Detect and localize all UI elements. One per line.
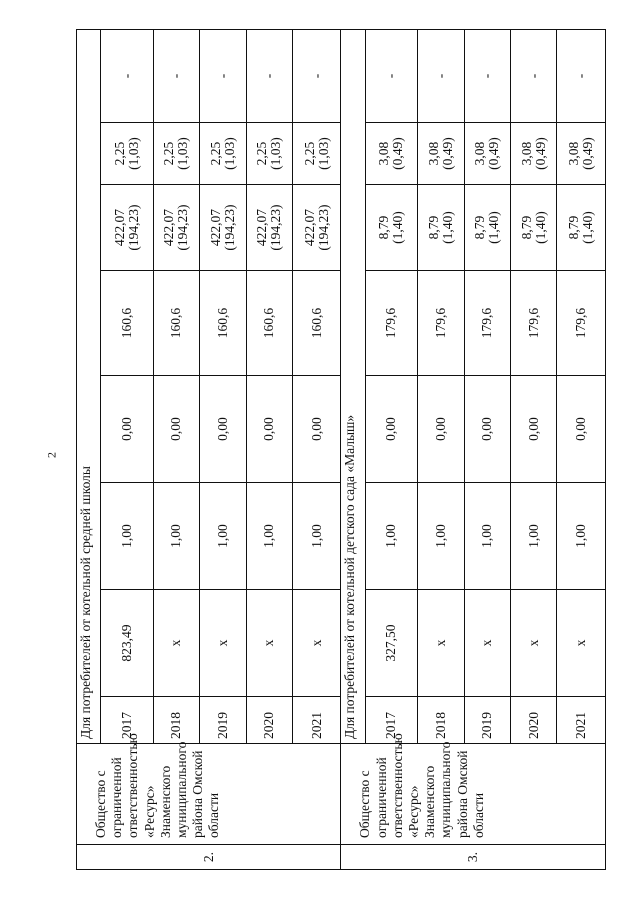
price-sub: (194,23) xyxy=(268,204,284,251)
price-cell xyxy=(557,185,606,271)
price-sub: (194,23) xyxy=(315,204,331,251)
price-main: 2,25 xyxy=(161,141,177,166)
price-cell xyxy=(200,123,246,185)
value-cell: х xyxy=(557,590,606,697)
value-cell: - xyxy=(511,30,557,123)
price-main: 2,25 xyxy=(301,141,317,166)
price-sub: (0,49) xyxy=(580,137,596,170)
value-cell: х xyxy=(246,590,292,697)
value-cell: 1,00 xyxy=(418,483,464,590)
value-cell: 0,00 xyxy=(153,376,199,483)
value-cell: 160,6 xyxy=(200,271,246,376)
section-number: 2. xyxy=(77,845,341,870)
value-cell: - xyxy=(101,30,153,123)
price-sub: (1,03) xyxy=(315,137,331,170)
value-cell: 160,6 xyxy=(153,271,199,376)
price-cell xyxy=(464,185,510,271)
price-sub: (0,49) xyxy=(532,137,548,170)
value-cell: - xyxy=(153,30,199,123)
value-cell: 160,6 xyxy=(246,271,292,376)
value-cell: х xyxy=(511,590,557,697)
year-cell: 2018 xyxy=(153,697,199,744)
price-cell xyxy=(246,185,292,271)
price-main: 422,07 xyxy=(111,208,127,247)
price-main: 2,25 xyxy=(207,141,223,166)
year-cell: 2020 xyxy=(246,697,292,744)
value-cell: 0,00 xyxy=(464,376,510,483)
price-cell xyxy=(557,123,606,185)
price-main: 3,08 xyxy=(425,141,441,166)
price-cell xyxy=(293,123,341,185)
year-cell: 2020 xyxy=(511,697,557,744)
value-cell: 327,50 xyxy=(365,590,417,697)
section-row xyxy=(341,30,365,870)
value-cell: 1,00 xyxy=(200,483,246,590)
price-cell xyxy=(511,123,557,185)
value-cell: 1,00 xyxy=(464,483,510,590)
section-row xyxy=(77,30,101,870)
price-cell xyxy=(418,185,464,271)
price-main: 3,08 xyxy=(566,141,582,166)
price-cell xyxy=(153,185,199,271)
value-cell: 0,00 xyxy=(557,376,606,483)
price-sub: (1,03) xyxy=(268,137,284,170)
price-sub: (1,40) xyxy=(580,211,596,244)
price-sub: (0,49) xyxy=(486,137,502,170)
price-sub: (0,49) xyxy=(439,137,455,170)
year-cell: 2019 xyxy=(200,697,246,744)
price-sub: (1,03) xyxy=(221,137,237,170)
price-sub: (1,40) xyxy=(532,211,548,244)
price-cell xyxy=(365,123,417,185)
price-sub: (1,03) xyxy=(125,137,141,170)
price-main: 422,07 xyxy=(254,208,270,247)
value-cell: 1,00 xyxy=(557,483,606,590)
tariff-table xyxy=(76,29,606,870)
price-main: 2,25 xyxy=(254,141,270,166)
year-cell: 2021 xyxy=(293,697,341,744)
price-sub: (0,49) xyxy=(390,137,406,170)
price-sub: (194,23) xyxy=(125,204,141,251)
price-cell xyxy=(101,123,153,185)
price-main: 422,07 xyxy=(207,208,223,247)
value-cell: - xyxy=(293,30,341,123)
value-cell: - xyxy=(557,30,606,123)
value-cell: 1,00 xyxy=(511,483,557,590)
price-main: 3,08 xyxy=(472,141,488,166)
value-cell: х xyxy=(464,590,510,697)
value-cell: 0,00 xyxy=(200,376,246,483)
price-main: 8,79 xyxy=(518,215,534,240)
price-main: 8,79 xyxy=(425,215,441,240)
value-cell: - xyxy=(246,30,292,123)
year-cell: 2017 xyxy=(365,697,417,744)
year-cell: 2021 xyxy=(557,697,606,744)
value-cell: 0,00 xyxy=(418,376,464,483)
value-cell: х xyxy=(200,590,246,697)
value-cell: 179,6 xyxy=(464,271,510,376)
value-cell: - xyxy=(200,30,246,123)
price-sub: (1,40) xyxy=(390,211,406,244)
value-cell: 1,00 xyxy=(101,483,153,590)
organization-name: Общество с ограниченной ответственностью «Ресурс» Знаменского муниципального района Омской области xyxy=(341,744,606,845)
price-main: 422,07 xyxy=(301,208,317,247)
organization-name: Общество с ограниченной ответственностью «Ресурс» Знаменского муниципального района Омской области xyxy=(77,744,341,845)
section-title: Для потребителей от котельной детского сада «Малыш» xyxy=(341,30,365,744)
price-main: 3,08 xyxy=(518,141,534,166)
price-cell xyxy=(365,185,417,271)
value-cell: 0,00 xyxy=(101,376,153,483)
value-cell: х xyxy=(153,590,199,697)
price-main: 422,07 xyxy=(161,208,177,247)
price-main: 2,25 xyxy=(111,141,127,166)
price-main: 8,79 xyxy=(376,215,392,240)
value-cell: - xyxy=(418,30,464,123)
value-cell: 160,6 xyxy=(293,271,341,376)
price-sub: (194,23) xyxy=(175,204,191,251)
price-cell xyxy=(153,123,199,185)
value-cell: 0,00 xyxy=(365,376,417,483)
rotated-table-container xyxy=(76,30,606,870)
value-cell: 179,6 xyxy=(418,271,464,376)
value-cell: х xyxy=(293,590,341,697)
value-cell: - xyxy=(464,30,510,123)
price-main: 8,79 xyxy=(472,215,488,240)
price-sub: (194,23) xyxy=(221,204,237,251)
section-title: Для потребителей от котельной средней школы xyxy=(77,30,101,744)
value-cell: х xyxy=(418,590,464,697)
price-sub: (1,03) xyxy=(175,137,191,170)
price-cell xyxy=(246,123,292,185)
value-cell: 160,6 xyxy=(101,271,153,376)
section-number: 3. xyxy=(341,845,606,870)
value-cell: 1,00 xyxy=(246,483,292,590)
year-cell: 2018 xyxy=(418,697,464,744)
value-cell: 1,00 xyxy=(293,483,341,590)
value-cell: 0,00 xyxy=(246,376,292,483)
year-cell: 2019 xyxy=(464,697,510,744)
value-cell: 1,00 xyxy=(153,483,199,590)
price-cell xyxy=(511,185,557,271)
price-cell xyxy=(200,185,246,271)
year-cell: 2017 xyxy=(101,697,153,744)
price-main: 8,79 xyxy=(566,215,582,240)
price-cell xyxy=(101,185,153,271)
value-cell: 179,6 xyxy=(511,271,557,376)
value-cell: 1,00 xyxy=(365,483,417,590)
price-cell xyxy=(464,123,510,185)
price-sub: (1,40) xyxy=(439,211,455,244)
price-cell xyxy=(293,185,341,271)
page-number: 2 xyxy=(44,452,59,458)
value-cell: 179,6 xyxy=(557,271,606,376)
value-cell: 0,00 xyxy=(293,376,341,483)
price-main: 3,08 xyxy=(376,141,392,166)
price-sub: (1,40) xyxy=(486,211,502,244)
value-cell: - xyxy=(365,30,417,123)
value-cell: 179,6 xyxy=(365,271,417,376)
value-cell: 823,49 xyxy=(101,590,153,697)
price-cell xyxy=(418,123,464,185)
value-cell: 0,00 xyxy=(511,376,557,483)
